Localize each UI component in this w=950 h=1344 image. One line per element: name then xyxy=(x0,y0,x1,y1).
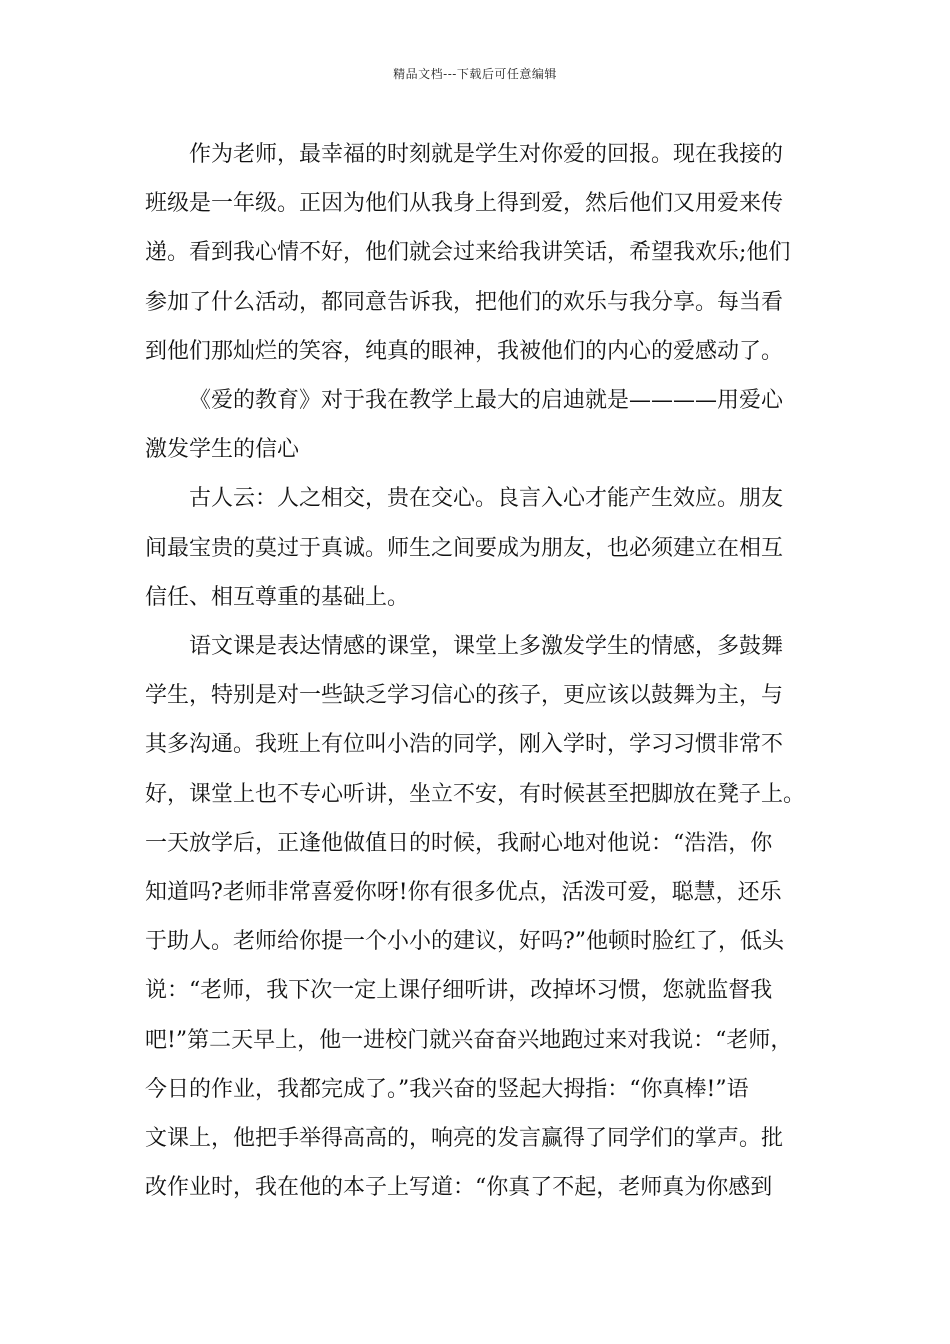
text-line: 吧!”第二天早上，他一进校门就兴奋奋兴地跑过来对我说：“老师， xyxy=(145,1027,793,1053)
text-line: 到他们那灿烂的笑容，纯真的眼神，我被他们的内心的爱感动了。 xyxy=(145,338,784,364)
text-line: 知道吗?老师非常喜爱你呀!你有很多优点，活泼可爱，聪慧，还乐 xyxy=(145,880,782,906)
text-line: 好，课堂上也不专心听讲，坐立不安，有时候甚至把脚放在凳子上。 xyxy=(145,781,806,807)
text-line: 《爱的教育》对于我在教学上最大的启迪就是————用爱心 xyxy=(189,388,784,414)
text-line: 古人云：人之相交，贵在交心。良言入心才能产生效应。朋友 xyxy=(189,486,784,512)
text-line: 文课上，他把手举得高高的，响亮的发言赢得了同学们的掌声。批 xyxy=(145,1126,784,1152)
text-line: 间最宝贵的莫过于真诚。师生之间要成为朋友，也必须建立在相互 xyxy=(145,535,784,561)
paragraph xyxy=(145,376,807,474)
text-line: 激发学生的信心 xyxy=(145,437,300,463)
page-header: 精品文档---下载后可任意编辑 xyxy=(393,67,557,81)
text-line: 语文课是表达情感的课堂，课堂上多激发学生的情感，多鼓舞 xyxy=(189,634,784,660)
paragraph xyxy=(145,474,807,622)
text-line: 作为老师，最幸福的时刻就是学生对你爱的回报。现在我接的 xyxy=(189,142,784,167)
text-line: 今日的作业，我都完成了。”我兴奋的竖起大拇指：“你真棒!”语 xyxy=(145,1076,749,1102)
text-line: 参加了什么活动，都同意告诉我，把他们的欢乐与我分享。每当看 xyxy=(145,289,784,315)
paragraph xyxy=(145,622,807,1212)
text-line: 于助人。老师给你提一个小小的建议，好吗?”他顿时脸红了，低头 xyxy=(145,929,785,955)
text-line: 班级是一年级。正因为他们从我身上得到爱，然后他们又用爱来传 xyxy=(145,191,784,217)
text-line: 信任、相互尊重的基础上。 xyxy=(145,584,410,610)
paragraph xyxy=(145,130,807,376)
text-line: 其多沟通。我班上有位叫小浩的同学，刚入学时，学习习惯非常不 xyxy=(145,732,784,758)
document-body xyxy=(145,130,807,1212)
text-line: 改作业时，我在他的本子上写道：“你真了不起，老师真为你感到 xyxy=(145,1175,773,1201)
text-line: 一天放学后，正逢他做值日的时候，我耐心地对他说：“浩浩，你 xyxy=(145,830,773,856)
text-line: 说：“老师，我下次一定上课仔细听讲，改掉坏习惯，您就监督我 xyxy=(145,978,773,1004)
text-line: 递。看到我心情不好，他们就会过来给我讲笑话，希望我欢乐;他们 xyxy=(145,240,791,266)
text-line: 学生，特别是对一些缺乏学习信心的孩子，更应该以鼓舞为主，与 xyxy=(145,683,784,709)
